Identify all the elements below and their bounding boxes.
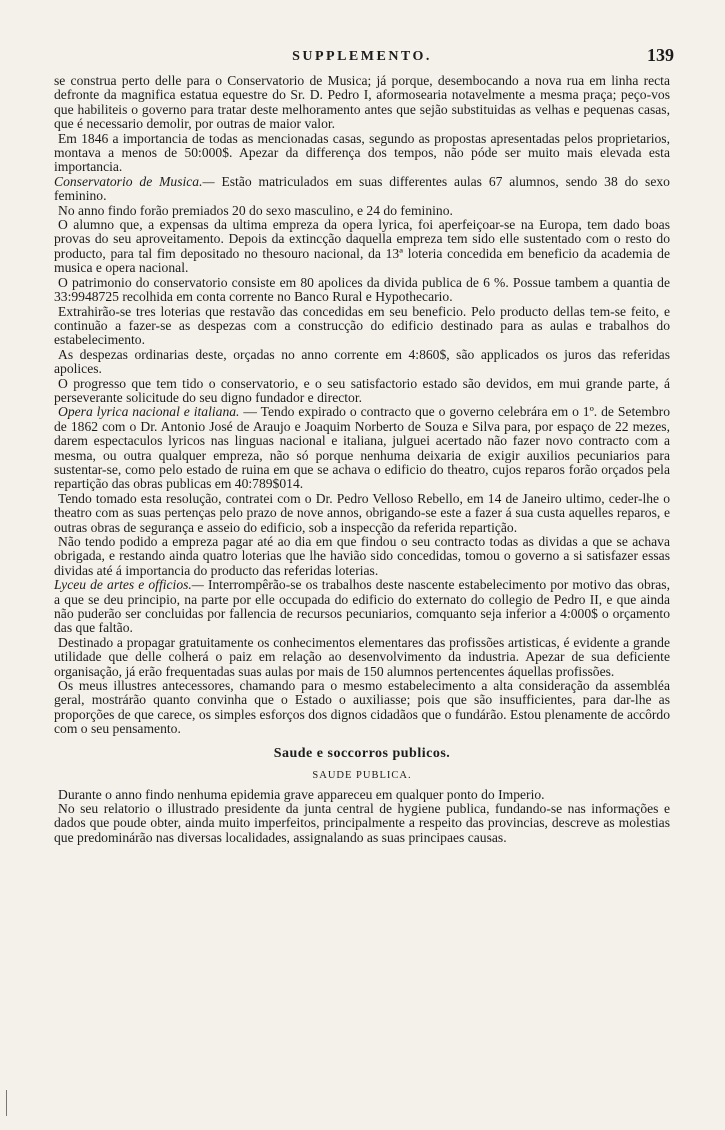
paragraph-lead: Opera lyrica nacional e italiana. (58, 404, 240, 420)
running-title: SUPPLEMENTO. (292, 49, 432, 64)
paragraph-conservatorio: Conservatorio de Musica.— Estão matriculados em suas differentes aulas 67 alumnos, sendo 38 do sexo feminino. (54, 173, 670, 204)
paragraph-5: O alumno que, a expensas da ultima empreza da opera lyrica, foi aperfeiçoar-se na Europa, tem dado boas provas do seu aproveitamento. Depois da extincção daquella empreza tem sido elle sustentado com o resto do producto, para tal fim depositado no thesouro nacional, da 13ª loteria concedida em beneficio da academia de musica e opera nacional. (54, 217, 670, 276)
section-paragraph-2: No seu relatorio o illustrado presidente da junta central de hygiene publica, fundando-se nas informações e dados que poude obter, ainda muito imperfeitos, principalmente a respeito das provincias, descreve as molestias que predominárão nas diversas localidades, assignalando as suas principaes causas. (54, 800, 670, 845)
document-page (54, 45, 674, 845)
paragraph-lead: Lyceu de artes e officios.— (54, 577, 204, 593)
paragraph-7: Extrahirão-se tres loterias que restavão das concedidas em seu beneficio. Pelo producto dellas tem-se feito, e continuão a fazer-se as despezas com a construcção do edificio destinado para as aulas e trabalhos do estabelecimento. (54, 303, 670, 348)
paragraph-4: No anno findo forão premiados 20 do sexo masculino, e 24 do feminino. (58, 202, 453, 218)
paragraph-11: Tendo tomado esta resolução, contratei com o Dr. Pedro Velloso Rebello, em 14 de Janeiro ultimo, ceder-lhe o theatro com as suas pertenças pelo prazo de nove annos, obrigando-se este a fazer á sua custa aquelles reparos, e outras obras de segurança e asseio do edificio, sob a inspecção da referida repartição. (54, 490, 670, 535)
section-body (54, 788, 670, 846)
section-title: Saude e soccorros publicos. (273, 745, 451, 761)
paragraph-lyceu: Lyceu de artes e officios.— Interrompêrão-se os trabalhos deste nascente estabelecimento por motivo das obras, a que se deu principio, na parte por elle occupada do edificio do externato do collegio de Pedro II, e que ainda não puderão ser concluidas por fallencia de recursos pecuniarios, comquanto seja inferior a 4:000$ o orçamento das que faltão. (54, 577, 671, 636)
paragraph-opera: Opera lyrica nacional e italiana. — Tendo expirado o contracto que o governo celebrára em o 1º. de Setembro de 1862 com o Dr. Antonio José de Araujo e Joaquim Norberto de Souza e Silva para, por espaço de 22 mezes, darem espectaculos lyricos nas linguas nacional e italiana, julguei acertado não fazer novo contracto com a mesma, ou outra qualquer empreza, não só porque nenhuma deixaria de exigir auxilios pecuniarios para sustentar-se, como pelo estado de ruina em que se achava o edificio do theatro, cujos reparos forão orçados pela repartição das obras publicas em 40:789$014. (54, 404, 670, 492)
margin-mark (6, 1090, 7, 1116)
paragraph-6: O patrimonio do conservatorio consiste em 80 apolices da divida publica de 6 %. Possue tambem a quantia de 33:9948725 recolhida em conta corrente no Banco Rural e Hypothecario. (54, 274, 670, 305)
paragraph-15: Os meus illustres antecessores, chamando para o mesmo estabelecimento a alta consideração da assembléa geral, mostrárão quanto convinha que o Estado o auxiliasse; pois que são insufficientes, para dar-lhe as proporções de que carece, os simples esforços dos dignos cidadãos que o fundárão. Estou plenamente de accôrdo com o seu pensamento. (54, 678, 670, 737)
paragraph-1: se construa perto delle para o Conservatorio de Musica; já porque, desembocando a nova rua em linha recta defronte da magnifica estatua equestre do Sr. D. Pedro I, aformosearia notavelmente a mesma praça; peço-vos que habiliteis o governo para tratar deste melhoramento antes que sejão substituidas as velhas e pequenas casas, que é necessario demolir, por outras de maior valor. (54, 73, 670, 132)
section-subtitle: SAUDE PUBLICA. (312, 770, 412, 782)
body-text (54, 74, 670, 737)
paragraph-2: Em 1846 a importancia de todas as mencionadas casas, segundo as propostas apresentadas pelos proprietarios, montava a menos de 50:000$. Apezar da differença dos tempos, não póde ser muito mais elevada esta importancia. (54, 130, 670, 175)
page-number: 139 (647, 45, 674, 65)
page-header (54, 45, 674, 72)
paragraph-14: Destinado a propagar gratuitamente os conhecimentos elementares das profissões artisticas, é evidente a grande utilidade que delle colherá o paiz em relação ao desenvolvimento da industria. Apezar de sua deficiente organisação, já erão frequentadas suas aulas por mais de 150 alumnos pertencentes áquellas profissões. (54, 634, 670, 679)
paragraph-9: O progresso que tem tido o conservatorio, e o seu satisfactorio estado são devidos, em mui grande parte, á perseverante solicitude do seu digno fundador e director. (54, 375, 670, 405)
paragraph-lead: Conservatorio de Musica.— (54, 173, 215, 189)
section-paragraph-1: Durante o anno findo nenhuma epidemia grave appareceu em qualquer ponto do Imperio. (58, 786, 545, 802)
paragraph-12: Não tendo podido a empreza pagar até ao dia em que findou o seu contracto todas as dividas a que se achava obrigada, e restando ainda quatro loterias que lhe havião sido concedidas, tomou o governo a si satisfazer essas dividas até á importancia do producto das referidas loterias. (54, 534, 670, 578)
paragraph-8: As despezas ordinarias deste, orçadas no anno corrente em 4:860$, são applicados os juros das referidas apolices. (54, 346, 670, 377)
